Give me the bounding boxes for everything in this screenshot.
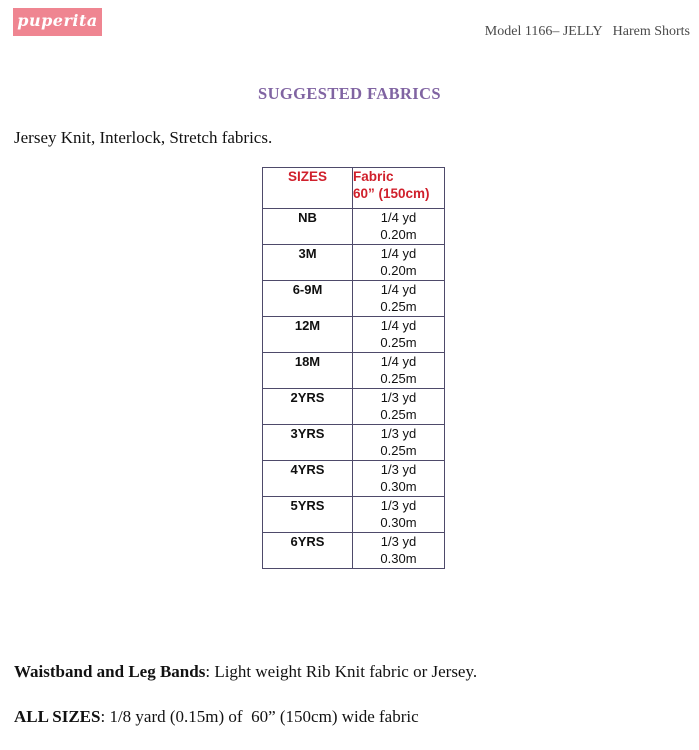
fabric-cell — [353, 245, 445, 281]
size-cell: 12M — [263, 317, 353, 353]
size-cell: 4YRS — [263, 461, 353, 497]
table-row — [263, 497, 445, 533]
fabric-table — [262, 167, 445, 569]
fabric-table-container — [262, 167, 445, 569]
fabric-cell — [353, 533, 445, 569]
fabric-m: 0.25m — [380, 371, 417, 386]
fabric-m: 0.30m — [380, 551, 417, 566]
fabric-m: 0.25m — [380, 335, 417, 350]
fabric-m: 0.20m — [380, 263, 417, 278]
size-cell: 2YRS — [263, 389, 353, 425]
waistband-note-text: : Light weight Rib Knit fabric or Jersey. — [205, 662, 478, 681]
table-header-row — [263, 168, 445, 209]
puperita-logo-text: puperita — [17, 11, 98, 30]
table-row — [263, 245, 445, 281]
fabric-cell — [353, 497, 445, 533]
table-row — [263, 317, 445, 353]
fabric-yd: 1/3 yd — [380, 426, 417, 441]
size-cell: 3YRS — [263, 425, 353, 461]
size-cell: 6YRS — [263, 533, 353, 569]
fabric-cell — [353, 461, 445, 497]
fabric-yd: 1/4 yd — [380, 354, 417, 369]
fabric-cell — [353, 425, 445, 461]
fabric-yd: 1/4 yd — [380, 282, 417, 297]
size-cell: NB — [263, 209, 353, 245]
fabric-cell — [353, 209, 445, 245]
table-header-sizes: SIZES — [263, 168, 353, 209]
waistband-note-label: Waistband and Leg Bands — [14, 662, 206, 681]
table-row — [263, 425, 445, 461]
allsizes-note-text: : 1/8 yard (0.15m) of 60” (150cm) wide fabric — [100, 707, 419, 726]
fabric-yd: 1/4 yd — [380, 246, 417, 261]
table-row — [263, 209, 445, 245]
table-row — [263, 533, 445, 569]
fabric-m: 0.30m — [380, 515, 417, 530]
table-row — [263, 281, 445, 317]
page-title: SUGGESTED FABRICS — [258, 84, 441, 103]
fabric-cell — [353, 389, 445, 425]
table-header-fabric-line2: 60” (150cm) — [353, 186, 430, 201]
table-header-fabric — [353, 168, 445, 209]
fabric-cell — [353, 317, 445, 353]
fabric-m: 0.25m — [380, 443, 417, 458]
allsizes-note — [14, 707, 419, 727]
fabric-yd: 1/3 yd — [380, 534, 417, 549]
fabric-yd: 1/3 yd — [380, 390, 417, 405]
puperita-logo — [13, 8, 102, 36]
table-header-fabric-line1: Fabric — [353, 169, 394, 184]
fabric-m: 0.20m — [380, 227, 417, 242]
fabric-m: 0.30m — [380, 479, 417, 494]
fabric-cell — [353, 353, 445, 389]
fabric-m: 0.25m — [380, 299, 417, 314]
fabric-yd: 1/4 yd — [380, 318, 417, 333]
fabric-m: 0.25m — [380, 407, 417, 422]
size-cell: 5YRS — [263, 497, 353, 533]
table-row — [263, 461, 445, 497]
size-cell: 3M — [263, 245, 353, 281]
size-cell: 18M — [263, 353, 353, 389]
fabric-cell — [353, 281, 445, 317]
table-row — [263, 389, 445, 425]
allsizes-note-label: ALL SIZES — [14, 707, 101, 726]
intro-text: Jersey Knit, Interlock, Stretch fabrics. — [14, 128, 273, 147]
fabric-yd: 1/3 yd — [380, 462, 417, 477]
document-model-header: Model 1166– JELLY Harem Shorts — [484, 24, 690, 39]
fabric-yd: 1/4 yd — [380, 210, 417, 225]
fabric-yd: 1/3 yd — [380, 498, 417, 513]
size-cell: 6-9M — [263, 281, 353, 317]
waistband-note — [14, 662, 477, 682]
table-row — [263, 353, 445, 389]
